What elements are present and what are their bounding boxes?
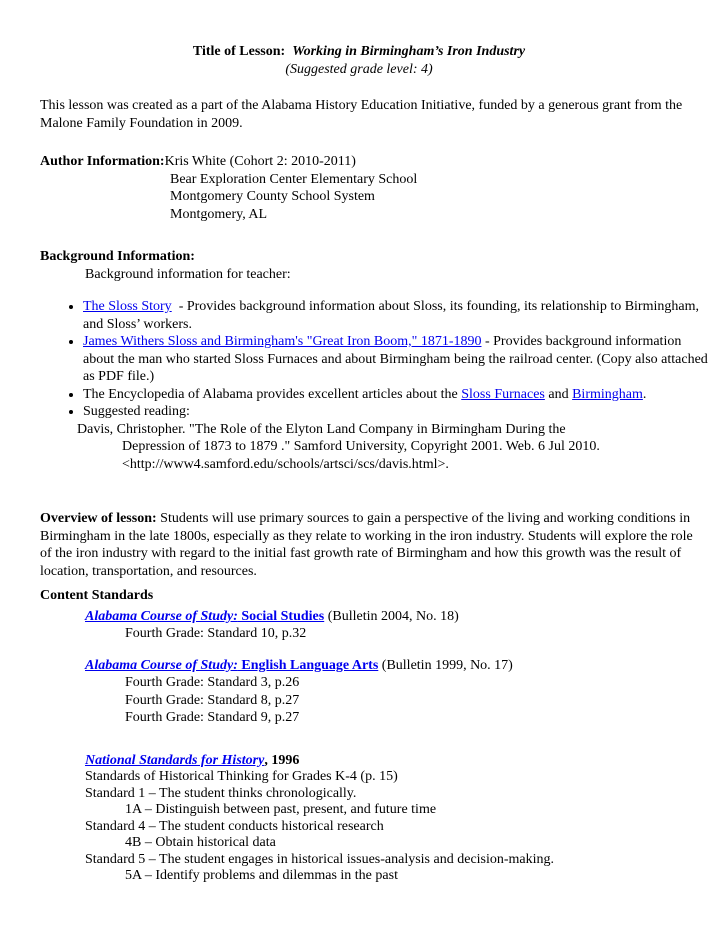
iron-boom-link[interactable]: James Withers Sloss and Birmingham's "Great Iron Boom," 1871-1890 [83,334,482,349]
author-label: Author Information: [40,154,165,169]
author-name: Kris White (Cohort 2: 2010-2011) [164,154,356,169]
bullet-suggested-reading: • Suggested reading: [83,403,708,421]
standard-line: Standard 5 – The student engages in historical issues-analysis and decision-making. [85,851,555,867]
title-label: Title of Lesson: [192,44,286,59]
acos-social-studies-link[interactable]: Alabama Course of Study: Social Studies [85,608,325,624]
standard-line: Standard 4 – The student conducts historical research [85,818,384,834]
bullet-sloss-story-text: - Provides background information about Sloss, its founding, its relationship to Birmingham, and Sloss’ workers. [83,299,699,332]
bullet-encyclopedia-mid: and [544,386,573,402]
citation-line: Davis, Christopher. "The Role of the Elyton Land Company in Birmingham During the [77,421,566,437]
title-line [0,43,718,61]
bullet-encyclopedia-post: . [642,386,647,402]
standard-subline: 5A – Identify problems and dilemmas in the past [125,868,398,883]
bullet-iron-boom-text: - Provides background information about the man who started Sloss Furnaces and about Birmingham being the railroad center. (Copy also attached as PDF file.) [83,334,708,384]
background-heading: Background Information: [40,249,195,264]
national-history-standard [40,753,693,885]
standard-line: Fourth Grade: Standard 9, p.27 [125,710,300,725]
standard-line: Fourth Grade: Standard 10, p.32 [125,626,307,641]
sloss-story-link[interactable]: The Sloss Story [83,299,172,314]
author-school: Bear Exploration Center Elementary School [170,171,418,187]
nsh-heading-line [40,753,693,770]
citation-url: <http://www4.samford.edu/schools/artsci/scs/davis.html>. [122,456,449,472]
grade-note: (Suggested grade level: 4) [285,61,433,77]
intro-paragraph: This lesson was created as a part of the Alabama History Education Initiative, funded by a generous grant from the Malone Family Foundation in 2009. [40,98,683,131]
bullet-sloss-story [83,298,708,333]
ela-suffix: (Bulletin 1999, No. 17) [378,657,513,673]
birmingham-link[interactable]: Birmingham [572,386,643,402]
acos-ela-link[interactable]: Alabama Course of Study: English Language Arts [85,657,379,673]
social-studies-line [40,608,693,626]
ela-standard [40,657,693,727]
standard-line: Standard 1 – The student thinks chronologically. [85,785,357,801]
author-system: Montgomery County School System [170,189,375,204]
background-subheading: Background information for teacher: [85,266,291,282]
standard-subline: 1A – Distinguish between past, present, and future time [125,802,437,817]
social-studies-standard [40,608,693,643]
document-title-block [0,43,718,78]
lesson-name: Working in Birmingham’s Iron Industry [292,44,526,59]
background-bullet-list [40,298,708,421]
citation-line: Depression of 1873 to 1879 ." Samford University, Copyright 2001. Web. 6 Jul 2010. [122,439,600,454]
citation-block [40,421,693,474]
social-studies-suffix: (Bulletin 2004, No. 18) [324,608,459,624]
sloss-furnaces-link[interactable]: Sloss Furnaces [461,386,545,402]
author-city: Montgomery, AL [170,206,268,222]
standard-line: Fourth Grade: Standard 3, p.26 [125,675,300,690]
overview-label: Overview of lesson: [40,511,157,526]
bullet-encyclopedia [83,386,708,404]
standard-line: Fourth Grade: Standard 8, p.27 [125,692,300,708]
national-standards-history-link[interactable]: National Standards for History [85,752,265,768]
standard-line: Standards of Historical Thinking for Grades K-4 (p. 15) [85,769,398,784]
overview-paragraph [40,510,693,580]
nsh-year: , 1996 [264,752,300,768]
author-line [40,153,693,171]
bullet-iron-boom [83,333,708,386]
standard-subline: 4B – Obtain historical data [125,835,276,850]
ela-line [40,657,693,675]
content-standards-heading: Content Standards [40,588,154,603]
author-section [40,153,693,223]
bullet-encyclopedia-pre: The Encyclopedia of Alabama provides excellent articles about the [83,386,462,402]
overview-text: Students will use primary sources to gain a perspective of the living and working conditions in Birmingham in the late 1800s, especially as they relate to working in the iron industry. Students will explore the role of the iron industry with regard to the initial fast growth rate of Birmingham and how this growth was the result of location, transportation, and resources. [40,511,693,579]
